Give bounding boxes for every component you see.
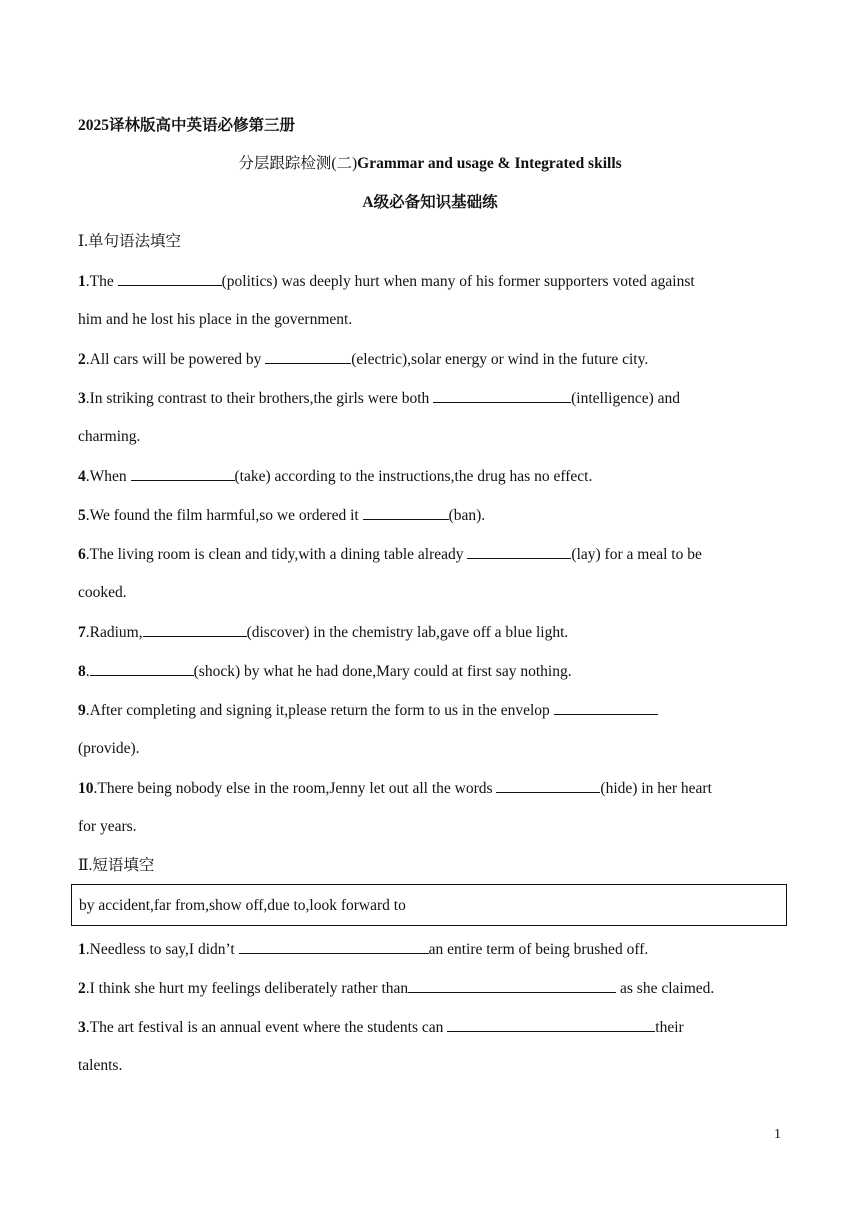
document-subtitle: 分层跟踪检测(二)Grammar and usage & Integrated skills: [238, 155, 622, 172]
phrase-question-3: 3.The art festival is an annual event where the students can their: [78, 1019, 684, 1036]
section1-heading: Ⅰ.单句语法填空: [78, 233, 181, 250]
answer-blank[interactable]: [467, 544, 571, 559]
question-2: 2.All cars will be powered by (electric),solar energy or wind in the future city.: [78, 351, 649, 368]
question-10-continued: for years.: [78, 818, 137, 835]
question-1-continued: him and he lost his place in the government.: [78, 311, 353, 328]
level-heading: A级必备知识基础练: [362, 194, 498, 211]
question-4: 4.When (take) according to the instructions,the drug has no effect.: [78, 468, 593, 485]
phrase-list: by accident,far from,show off,due to,look forward to: [79, 897, 406, 914]
question-5: 5.We found the film harmful,so we ordered it (ban).: [78, 507, 486, 524]
question-1: 1.The (politics) was deeply hurt when many of his former supporters voted against: [78, 273, 695, 290]
answer-blank[interactable]: [90, 661, 194, 676]
answer-blank[interactable]: [118, 271, 222, 286]
question-6: 6.The living room is clean and tidy,with a dining table already (lay) for a meal to be: [78, 546, 702, 563]
answer-blank[interactable]: [433, 388, 571, 403]
answer-blank[interactable]: [496, 778, 600, 793]
question-9-continued: (provide).: [78, 740, 140, 757]
phrase-question-2: 2.I think she hurt my feelings deliberately rather than as she claimed.: [78, 980, 715, 997]
question-6-continued: cooked.: [78, 584, 127, 601]
question-9: 9.After completing and signing it,please return the form to us in the envelop: [78, 700, 658, 721]
question-7: 7.Radium, (discover) in the chemistry lab,gave off a blue light.: [78, 624, 569, 641]
answer-blank[interactable]: [265, 349, 351, 364]
section2-heading: Ⅱ.短语填空: [78, 857, 155, 874]
answer-blank[interactable]: [143, 622, 247, 637]
question-10: 10.There being nobody else in the room,Jenny let out all the words (hide) in her heart: [78, 780, 712, 797]
answer-blank[interactable]: [554, 700, 658, 715]
question-3-continued: charming.: [78, 428, 141, 445]
page-number: 1: [774, 1127, 781, 1142]
answer-blank[interactable]: [363, 505, 449, 520]
phrase-question-1: 1.Needless to say,I didn’t an entire term of being brushed off.: [78, 941, 649, 958]
question-8: 8. (shock) by what he had done,Mary could at first say nothing.: [78, 663, 572, 680]
answer-blank[interactable]: [408, 978, 616, 993]
answer-blank[interactable]: [131, 466, 235, 481]
document-title: 2025译林版高中英语必修第三册: [78, 117, 296, 134]
phrase-question-3-continued: talents.: [78, 1057, 123, 1074]
answer-blank[interactable]: [239, 939, 429, 954]
question-3: 3.In striking contrast to their brothers,the girls were both (intelligence) and: [78, 390, 681, 407]
answer-blank[interactable]: [447, 1017, 655, 1032]
phrase-box: [71, 884, 787, 926]
